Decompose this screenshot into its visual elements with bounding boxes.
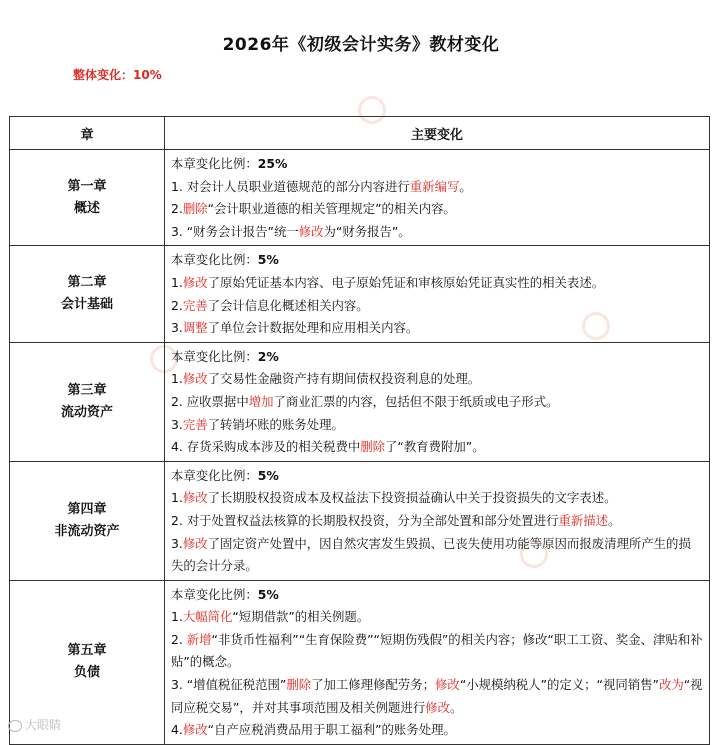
ratio-label: 本章变化比例： (171, 586, 258, 602)
change-item (171, 317, 703, 340)
chapter-name: 流动资产 (60, 404, 113, 420)
footer-brand-text: 大眼睛 (25, 718, 62, 732)
chapter-ratio (171, 153, 703, 176)
change-text: 3. “财务会计报告”统一 (171, 223, 299, 239)
highlight-text: 新增 (186, 631, 212, 647)
overall-change (73, 66, 162, 83)
ratio-label: 本章变化比例： (171, 252, 258, 268)
chapter-name: 概述 (73, 200, 100, 216)
change-text: 1. (171, 609, 183, 625)
change-item (171, 436, 703, 459)
changes-cell (165, 150, 710, 246)
ratio-value: 5% (257, 252, 279, 268)
chapter-number: 第五章 (67, 643, 107, 659)
highlight-text: 完善 (182, 416, 208, 432)
chapter-name: 负债 (73, 665, 100, 681)
change-text: 1. (171, 274, 183, 290)
chapter-ratio (171, 346, 703, 369)
change-text: “非货币性福利”“生育保险费”“短期伤残假”的相关内容；修改“职工工资、奖金、津贴和补贴”的概念。 (171, 631, 703, 670)
table-header-row (10, 117, 710, 150)
highlight-text: 重新描述 (558, 512, 609, 528)
highlight-text: 改为 (658, 677, 684, 693)
highlight-text: 删除 (286, 677, 312, 693)
highlight-text: 删除 (182, 201, 208, 217)
change-text: 4. 存货采购成本涉及的相关税费中 (171, 439, 361, 455)
change-text: 3. “增值税征税范围” (171, 677, 287, 693)
table-row (10, 461, 710, 580)
table-row (10, 342, 710, 461)
change-text: 。 (459, 178, 472, 194)
highlight-text: 修改 (182, 371, 208, 387)
highlight-text: 重新编写 (409, 178, 460, 194)
highlight-text: 修改 (435, 677, 460, 693)
change-text: 了商业汇票的内容，包括但不限于纸质或电子形式。 (273, 393, 559, 409)
change-text: 了固定资产处置中，因自然灾害发生毁损、已丧失使用功能等原因而报废清理所产生的损失的会计分录。 (171, 535, 691, 574)
change-item (171, 510, 703, 533)
highlight-text: 修改 (182, 722, 208, 738)
wechat-icon (8, 720, 22, 732)
highlight-text: 修改 (182, 490, 208, 506)
change-text: “自产应税消费品用于职工福利”的账务处理。 (207, 722, 456, 738)
chapter-number: 第四章 (67, 501, 107, 517)
overall-change-label: 整体变化： (73, 68, 134, 82)
change-text: 了加工修理修配劳务； (311, 677, 436, 693)
change-text: 2. 应收票据中 (171, 393, 249, 409)
change-text: 了交易性金融资产持有期间债权投资利息的处理。 (207, 371, 481, 387)
overall-change-value: 10% (133, 68, 162, 82)
chapter-number: 第一章 (67, 178, 107, 194)
ratio-label: 本章变化比例： (171, 467, 258, 483)
table-row (10, 580, 710, 744)
changes-cell (165, 461, 710, 580)
column-header-chapter: 章 (10, 117, 165, 150)
change-item (171, 414, 703, 437)
changes-cell (165, 246, 710, 342)
highlight-text: 增加 (248, 393, 274, 409)
changes-table (9, 116, 710, 745)
change-item (171, 198, 703, 221)
change-text: 3. (171, 320, 183, 336)
change-text: 了转销坏账的账务处理。 (207, 416, 344, 432)
chapter-name: 非流动资产 (54, 523, 120, 539)
change-item (171, 295, 703, 318)
chapter-ratio (171, 584, 703, 607)
change-text: 了长期股权投资成本及权益法下投资损益确认中关于投资损失的文字表述。 (207, 490, 617, 506)
highlight-text: 完善 (182, 297, 208, 313)
ratio-value: 25% (257, 156, 288, 171)
change-item (171, 176, 703, 199)
change-text: 了原始凭证基本内容、电子原始凭证和审核原始凭证真实性的相关表述。 (207, 274, 605, 290)
change-item (171, 674, 703, 719)
change-text: “短期借款”的相关例题。 (232, 609, 370, 625)
change-text: 了会计信息化概述相关内容。 (207, 297, 369, 313)
changes-cell (165, 342, 710, 461)
highlight-text: 修改 (182, 535, 208, 551)
change-text: 4. (171, 722, 183, 738)
ratio-value: 2% (257, 348, 279, 364)
change-text: 2. (171, 201, 183, 217)
change-item (171, 533, 703, 578)
change-text: “小规模纳税人”的定义；“视同销售” (459, 677, 659, 693)
change-text: “会计职业道德的相关管理规定”的相关内容。 (207, 201, 456, 217)
change-item (171, 368, 703, 391)
change-text: 了“教育费附加”。 (385, 439, 485, 455)
change-text: 了单位会计数据处理和应用相关内容。 (207, 320, 419, 336)
change-item (171, 629, 703, 674)
highlight-text: 调整 (182, 320, 208, 336)
change-text: 2. (171, 297, 183, 313)
change-item (171, 719, 703, 742)
highlight-text: 删除 (360, 439, 386, 455)
change-text: 2. (171, 631, 187, 647)
ratio-label: 本章变化比例： (171, 348, 258, 364)
change-text: 。 (450, 699, 463, 715)
chapter-number: 第二章 (67, 275, 107, 291)
highlight-text: 修改 (298, 223, 324, 239)
change-text: 为“财务报告”。 (323, 223, 411, 239)
change-text: 2. 对于处置权益法核算的长期股权投资，分为全部处置和部分处置进行 (171, 512, 559, 528)
chapter-ratio (171, 465, 703, 488)
change-text: 3. (171, 535, 183, 551)
ratio-label: 本章变化比例： (171, 156, 258, 171)
change-text: “视同应税交易”，并对其事项范围及相关例题进行 (171, 677, 703, 715)
chapter-number: 第三章 (67, 382, 107, 398)
change-item (171, 606, 703, 629)
ratio-value: 5% (257, 467, 279, 483)
chapter-cell (10, 342, 165, 461)
chapter-name: 会计基础 (60, 297, 113, 313)
highlight-text: 大幅简化 (182, 609, 233, 625)
change-item (171, 221, 703, 244)
change-text: 3. (171, 416, 183, 432)
change-text: 1. (171, 371, 183, 387)
changes-cell (165, 580, 710, 744)
footer-brand (8, 716, 61, 733)
chapter-cell (10, 461, 165, 580)
column-header-changes: 主要变化 (165, 117, 710, 150)
page-title: 2026年《初级会计实务》教材变化 (222, 35, 500, 55)
highlight-text: 修改 (425, 699, 451, 715)
highlight-text: 修改 (182, 274, 208, 290)
ratio-value: 5% (257, 586, 279, 602)
table-row (10, 150, 710, 246)
change-text: 。 (608, 512, 621, 528)
chapter-cell (10, 150, 165, 246)
change-item (171, 487, 703, 510)
table-row (10, 246, 710, 342)
change-text: 1. (171, 490, 183, 506)
chapter-ratio (171, 249, 703, 272)
change-item (171, 391, 703, 414)
chapter-cell (10, 246, 165, 342)
change-item (171, 272, 703, 295)
change-text: 1. 对会计人员职业道德规范的部分内容进行 (171, 178, 410, 194)
